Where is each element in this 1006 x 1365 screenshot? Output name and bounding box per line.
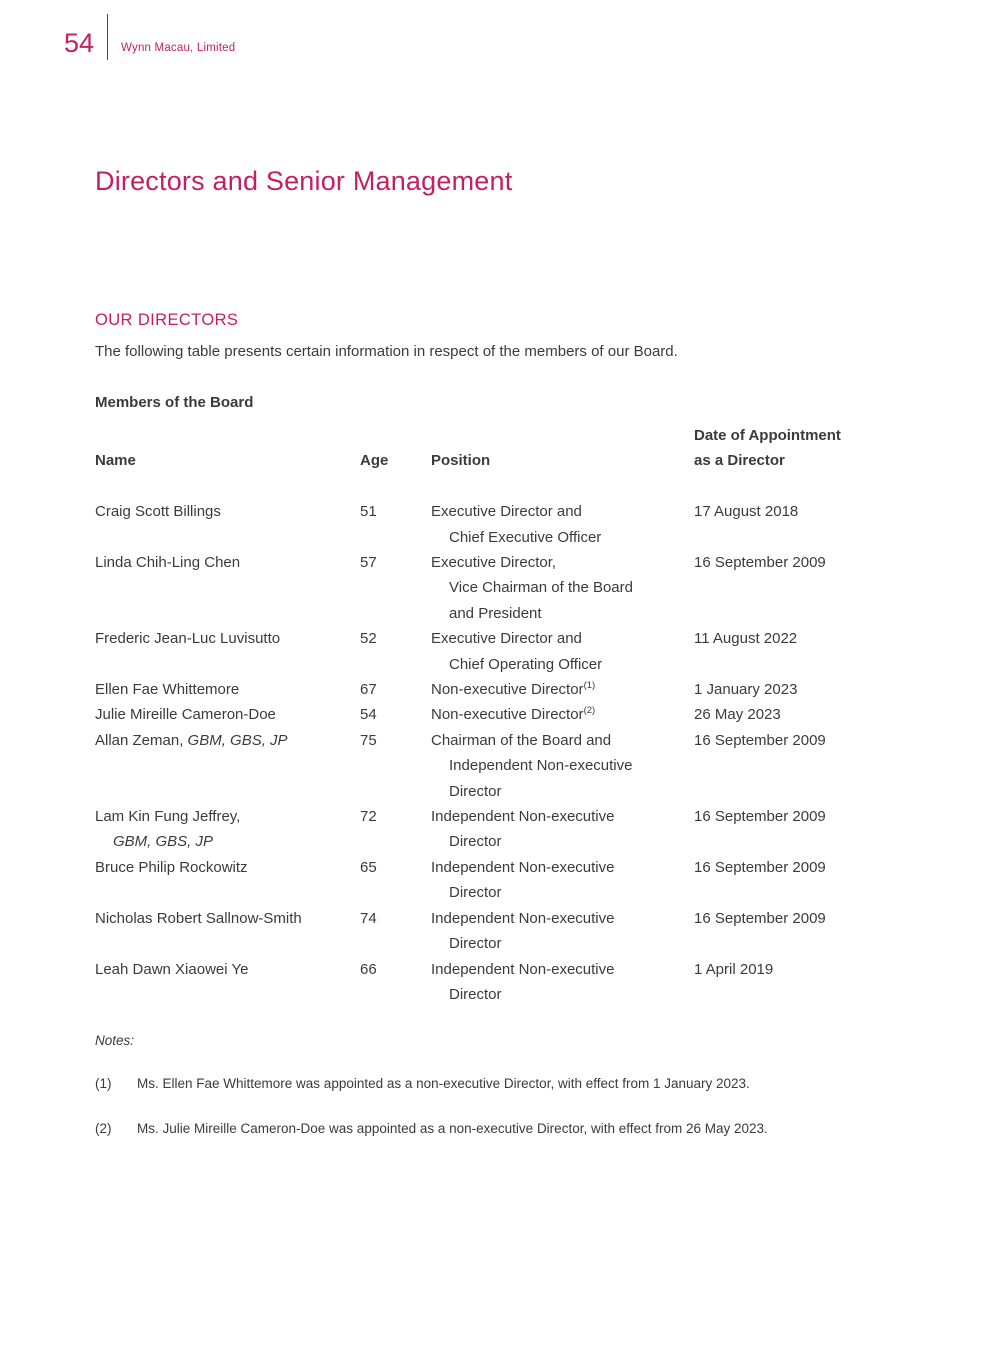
cell-line: [431, 779, 694, 804]
age-cell: 57: [360, 554, 377, 572]
director-name-cell: [95, 499, 360, 550]
position-cell: [431, 626, 694, 677]
appointment-date-cell: 16 September 2009: [694, 808, 826, 826]
text-segment: Vice Chairman of the Board: [449, 579, 633, 597]
age-cell: 72: [360, 808, 377, 826]
text-segment: Director: [449, 782, 502, 800]
text-segment: Chief Executive Officer: [449, 528, 602, 546]
cell-line: [431, 601, 694, 626]
footnote: [95, 1074, 911, 1093]
appointment-date-cell: 26 May 2023: [694, 706, 781, 724]
text-segment: Non-executive Director: [431, 706, 584, 724]
text-segment: Frederic Jean-Luc Luvisutto: [95, 630, 281, 648]
cell-line: [95, 957, 360, 982]
text-segment: Ellen Fae Whittemore: [95, 681, 240, 699]
page-number: 54: [64, 28, 95, 58]
page-title: Directors and Senior Management: [95, 166, 513, 196]
age-cell: 65: [360, 858, 377, 876]
table-row: [95, 855, 911, 906]
section-heading: OUR DIRECTORS: [95, 311, 239, 329]
cell-line: [431, 652, 694, 677]
table-row: [95, 728, 911, 804]
cell-line: [431, 499, 694, 524]
cell-line: [95, 728, 360, 753]
header-age: [360, 448, 431, 473]
appointment-date-cell: 16 September 2009: [694, 554, 826, 572]
age-cell: 52: [360, 630, 377, 648]
text-segment: Executive Director and: [431, 503, 582, 521]
table-title: Members of the Board: [95, 394, 254, 411]
header-name: [95, 448, 360, 473]
cell-line: [431, 677, 694, 702]
position-cell: [431, 677, 694, 702]
cell-line: [431, 880, 694, 905]
text-segment: Director: [449, 833, 502, 851]
table-row: [95, 550, 911, 626]
text-segment: Non-executive Director: [431, 681, 584, 699]
cell-line: [431, 753, 694, 778]
age-cell: 66: [360, 960, 377, 978]
text-segment: Independent Non-executive: [431, 960, 615, 978]
age-cell: 75: [360, 731, 377, 749]
director-name-cell: [95, 957, 360, 1008]
position-cell: [431, 728, 694, 804]
position-cell: [431, 499, 694, 550]
footnote-number: (2): [95, 1121, 112, 1136]
cell-line: [431, 982, 694, 1007]
position-cell: [431, 906, 694, 957]
cell-line: [95, 906, 360, 931]
appointment-date-cell: 17 August 2018: [694, 503, 799, 521]
position-cell: [431, 855, 694, 906]
table-header: [95, 423, 911, 474]
cell-line: [431, 855, 694, 880]
header-position-label: Position: [431, 452, 491, 470]
cell-line: [95, 702, 360, 727]
text-segment: Executive Director,: [431, 554, 557, 572]
appointment-date-cell: 16 September 2009: [694, 731, 826, 749]
text-segment: Independent Non-executive: [431, 808, 615, 826]
cell-line: [431, 728, 694, 753]
cell-line: [431, 525, 694, 550]
cell-line: [431, 829, 694, 854]
header-date-line2: as a Director: [694, 452, 785, 470]
page-header: [64, 14, 235, 60]
header-divider: [107, 14, 108, 60]
cell-line: [95, 804, 360, 829]
director-name-cell: [95, 626, 360, 677]
appointment-date-cell: 1 January 2023: [694, 681, 798, 699]
company-name: Wynn Macau, Limited: [121, 42, 236, 54]
position-cell: [431, 957, 694, 1008]
text-segment: Julie Mireille Cameron-Doe: [95, 706, 276, 724]
header-name-label: Name: [95, 452, 136, 470]
cell-line: [431, 550, 694, 575]
footnote-text: Ms. Ellen Fae Whittemore was appointed as a non-executive Director, with effect from 1 January 2023.: [137, 1076, 750, 1091]
table-row: [95, 957, 911, 1008]
cell-line: [95, 677, 360, 702]
cell-line: [431, 957, 694, 982]
cell-line: [431, 906, 694, 931]
cell-line: [431, 626, 694, 651]
director-name-cell: [95, 855, 360, 906]
director-name-cell: [95, 804, 360, 855]
notes-section: [95, 1031, 911, 1164]
director-name-cell: [95, 728, 360, 804]
footnote-number: (1): [95, 1076, 112, 1091]
text-segment: Director: [449, 884, 502, 902]
text-segment: Independent Non-executive: [449, 757, 633, 775]
text-segment: (2): [583, 705, 596, 717]
cell-line: [431, 575, 694, 600]
text-segment: Executive Director and: [431, 630, 582, 648]
text-segment: Lam Kin Fung Jeffrey,: [95, 808, 241, 826]
text-segment: Director: [449, 985, 502, 1003]
age-cell: 51: [360, 503, 377, 521]
appointment-date-cell: 16 September 2009: [694, 858, 826, 876]
notes-label: Notes:: [95, 1033, 135, 1048]
table-row: [95, 499, 911, 550]
cell-line: [95, 499, 360, 524]
position-cell: [431, 804, 694, 855]
appointment-date-cell: 11 August 2022: [694, 630, 798, 648]
director-name-cell: [95, 550, 360, 626]
text-segment: GBM, GBS, JP: [113, 833, 214, 851]
text-segment: Director: [449, 935, 502, 953]
director-name-cell: [95, 677, 360, 702]
cell-line: [431, 931, 694, 956]
cell-line: [95, 855, 360, 880]
text-segment: Chief Operating Officer: [449, 655, 603, 673]
header-position: [431, 448, 694, 473]
table-body: [95, 499, 911, 1007]
text-segment: Independent Non-executive: [431, 858, 615, 876]
text-segment: Independent Non-executive: [431, 909, 615, 927]
position-cell: [431, 702, 694, 727]
text-segment: Chairman of the Board and: [431, 731, 612, 749]
director-name-cell: [95, 702, 360, 727]
footnote-text: Ms. Julie Mireille Cameron-Doe was appointed as a non-executive Director, with effect from 26 May 2023.: [137, 1121, 768, 1136]
header-date: [694, 423, 911, 474]
table-row: [95, 906, 911, 957]
header-age-label: Age: [360, 452, 389, 470]
age-cell: 74: [360, 909, 377, 927]
table-row: [95, 626, 911, 677]
cell-line: [95, 550, 360, 575]
appointment-date-cell: 1 April 2019: [694, 960, 774, 978]
text-segment: Nicholas Robert Sallnow-Smith: [95, 909, 302, 927]
header-date-line1: Date of Appointment: [694, 427, 841, 444]
text-segment: Leah Dawn Xiaowei Ye: [95, 960, 249, 978]
footnote: [95, 1119, 911, 1138]
cell-line: [95, 829, 360, 854]
director-name-cell: [95, 906, 360, 957]
cell-line: [431, 804, 694, 829]
intro-text: The following table presents certain information in respect of the members of our Board.: [95, 343, 678, 360]
age-cell: 54: [360, 706, 377, 724]
age-cell: 67: [360, 681, 377, 699]
table-row: [95, 702, 911, 727]
position-cell: [431, 550, 694, 626]
text-segment: Linda Chih-Ling Chen: [95, 554, 241, 572]
text-segment: GBM, GBS, JP: [187, 731, 288, 749]
text-segment: Craig Scott Billings: [95, 503, 221, 521]
text-segment: Allan Zeman,: [95, 731, 188, 749]
directors-table: [95, 423, 911, 1007]
text-segment: (1): [583, 680, 596, 692]
text-segment: and President: [449, 604, 542, 622]
appointment-date-cell: 16 September 2009: [694, 909, 826, 927]
text-segment: Bruce Philip Rockowitz: [95, 858, 248, 876]
cell-line: [95, 626, 360, 651]
table-row: [95, 677, 911, 702]
table-row: [95, 804, 911, 855]
cell-line: [431, 702, 694, 727]
